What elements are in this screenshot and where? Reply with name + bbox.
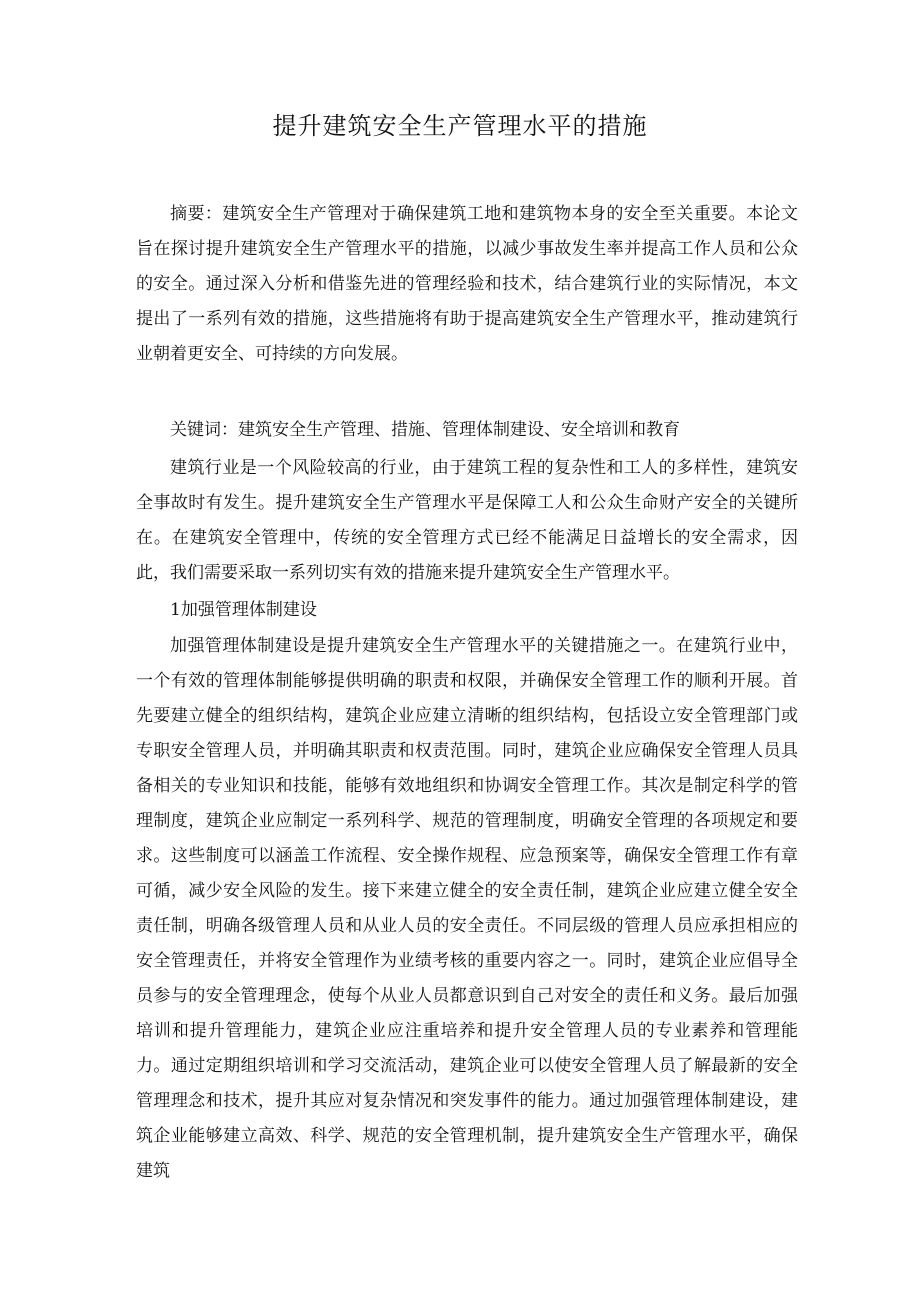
document-title: 提升建筑安全生产管理水平的措施 [272, 112, 648, 140]
keywords-line: 关键词：建筑安全生产管理、措施、管理体制建设、安全培训和教育 [170, 420, 680, 440]
abstract-paragraph: 摘要：建筑安全生产管理对于确保建筑工地和建筑物本身的安全至关重要。本论文旨在探讨提升建筑安全生产管理水平的措施，以减少事故发生率并提高工作人员和公众的安全。通过深入分析和借鉴先进的管理经验和技术，结合建筑行业的实际情况，本文提出了一系列有效的措施，这些措施将有助于提高建筑安全生产管理水平，推动建筑行业朝着更安全、可持续的方向发展。 [136, 204, 798, 364]
section-heading: 1加强管理体制建设 [170, 600, 317, 620]
section-paragraph: 加强管理体制建设是提升建筑安全生产管理水平的关键措施之一。在建筑行业中，一个有效的管理体制能够提供明确的职责和权限，并确保安全管理工作的顺利开展。首先要建立健全的组织结构，建筑企业应建立清晰的组织结构，包括设立安全管理部门或专职安全管理人员，并明确其职责和权责范围。同时，建筑企业应确保安全管理人员具备相关的专业知识和技能，能够有效地组织和协调安全管理工作。其次是制定科学的管理制度，建筑企业应制定一系列科学、规范的管理制度，明确安全管理的各项规定和要求。这些制度可以涵盖工作流程、安全操作规程、应急预案等，确保安全管理工作有章可循，减少安全风险的发生。接下来建立健全的安全责任制，建筑企业应建立健全安全责任制，明确各级管理人员和从业人员的安全责任。不同层级的管理人员应承担相应的安全管理责任，并将安全管理作为业绩考核的重要内容之一。同时，建筑企业应倡导全员参与的安全管理理念，使每个从业人员都意识到自己对安全的责任和义务。最后加强培训和提升管理能力，建筑企业应注重培养和提升安全管理人员的专业素养和管理能力。通过定期组织培训和学习交流活动，建筑企业可以使安全管理人员了解最新的安全管理理念和技术，提升其应对复杂情况和突发事件的能力。通过加强管理体制建设，建筑企业能够建立高效、科学、规范的安全管理机制，提升建筑安全生产管理水平，确保建筑 [136, 636, 798, 1181]
intro-paragraph: 建筑行业是一个风险较高的行业，由于建筑工程的复杂性和工人的多样性，建筑安全事故时有发生。提升建筑安全生产管理水平是保障工人和公众生命财产安全的关键所在。在建筑安全管理中，传统的安全管理方式已经不能满足日益增长的安全需求，因此，我们需要采取一系列切实有效的措施来提升建筑安全生产管理水平。 [136, 458, 798, 583]
